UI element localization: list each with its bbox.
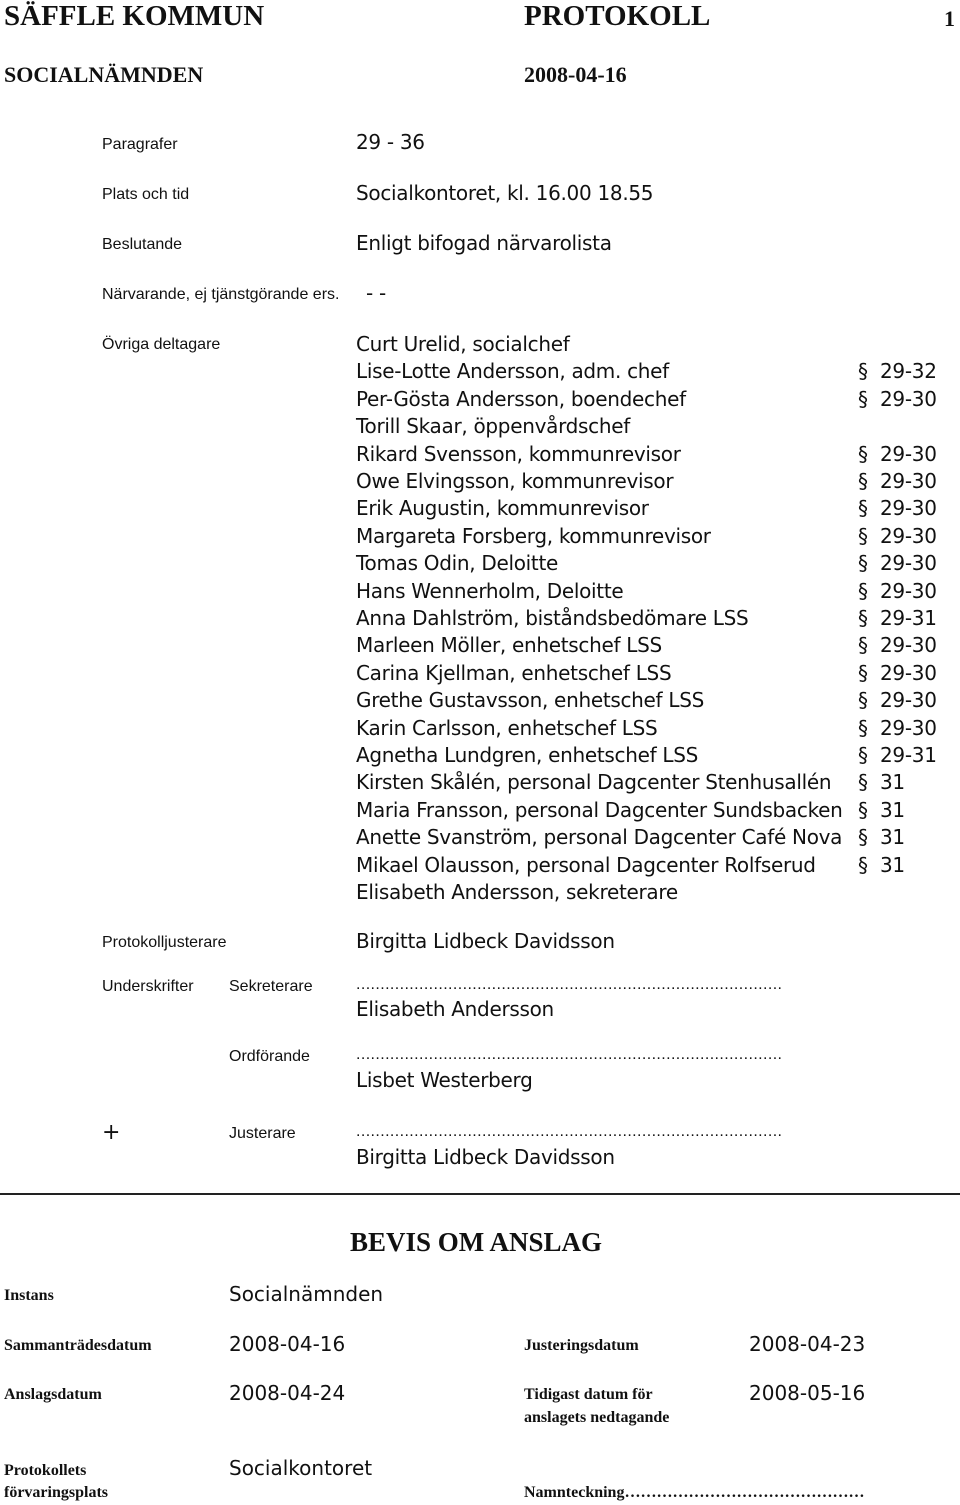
narvarande-value: - - <box>366 281 386 305</box>
participant-name: Grethe Gustavsson, enhetschef LSS <box>356 688 704 713</box>
instans-label: Instans <box>4 1287 54 1304</box>
section-symbol: § <box>858 825 868 850</box>
sekreterare-label: Sekreterare <box>229 978 313 995</box>
participant-name: Erik Augustin, kommunrevisor <box>356 496 649 521</box>
section-symbol: § <box>858 441 868 466</box>
section-symbol: § <box>858 660 868 685</box>
bevis-title: BEVIS OM ANSLAG <box>350 1227 603 1257</box>
participant-sections: 29-30 <box>880 688 937 713</box>
board-name: SOCIALNÄMNDEN <box>4 62 204 87</box>
section-symbol: § <box>858 852 868 877</box>
forvaringsplats-label-line1: Protokollets <box>4 1462 87 1479</box>
section-divider <box>0 1193 960 1195</box>
forvaringsplats-value: Socialkontoret <box>229 1456 373 1480</box>
participant-sections: 29-31 <box>880 743 937 767</box>
section-symbol: § <box>858 386 868 411</box>
participant-sections: 29-31 <box>880 606 937 630</box>
section-symbol: § <box>858 797 868 822</box>
section-symbol: § <box>858 715 868 740</box>
justeringsdatum-value: 2008-04-23 <box>749 1332 866 1356</box>
participant-name: Marleen Möller, enhetschef LSS <box>356 633 662 658</box>
tidigast-value: 2008-05-16 <box>749 1381 866 1405</box>
participant-sections: 31 <box>880 825 905 850</box>
ordforande-signature-line: ........................................................................................ <box>356 1046 783 1063</box>
participant-sections: 29-30 <box>880 715 937 740</box>
participant-name: Maria Fransson, personal Dagcenter Sundsbacken <box>356 797 843 822</box>
participant-name: Anna Dahlström, biståndsbedömare LSS <box>356 606 749 630</box>
justerare-name: Birgitta Lidbeck Davidsson <box>356 1145 615 1169</box>
section-symbol: § <box>858 551 868 576</box>
section-symbol: § <box>858 770 868 795</box>
participant-name: Karin Carlsson, enhetschef LSS <box>356 715 658 740</box>
participant-name: Kirsten Skålén, personal Dagcenter Stenhusallén <box>356 770 832 795</box>
participant-name: Margareta Forsberg, kommunrevisor <box>356 523 711 548</box>
participant-name: Agnetha Lundgren, enhetschef LSS <box>356 743 699 767</box>
participant-name: Curt Urelid, socialchef <box>356 332 570 356</box>
section-symbol: § <box>858 606 868 630</box>
beslutande-label: Beslutande <box>102 236 183 253</box>
participant-name: Owe Elvingsson, kommunrevisor <box>356 469 674 493</box>
protokolljusterare-value: Birgitta Lidbeck Davidsson <box>356 929 615 953</box>
participant-name: Mikael Olausson, personal Dagcenter Rolfserud <box>356 852 816 877</box>
justeringsdatum-label: Justeringsdatum <box>524 1337 639 1354</box>
plats-label: Plats och tid <box>102 186 190 203</box>
participant-sections: 29-30 <box>880 578 937 603</box>
ordforande-name: Lisbet Westerberg <box>356 1068 533 1092</box>
meeting-date: 2008-04-16 <box>524 62 627 87</box>
participant-sections: 31 <box>880 797 905 822</box>
participant-name: Hans Wennerholm, Deloitte <box>356 578 624 603</box>
section-symbol: § <box>858 743 868 767</box>
forvaringsplats-label-line2: förvaringsplats <box>4 1484 108 1501</box>
participant-sections: 29-30 <box>880 551 937 576</box>
participant-sections: 29-30 <box>880 660 937 685</box>
participant-sections: 29-30 <box>880 496 937 521</box>
section-symbol: § <box>858 633 868 658</box>
participant-sections: 29-30 <box>880 441 937 466</box>
ordforande-label: Ordförande <box>229 1048 310 1065</box>
instans-value: Socialnämnden <box>229 1282 384 1306</box>
section-symbol: § <box>858 688 868 713</box>
participant-sections: 29-30 <box>880 386 937 411</box>
namnteckning-line: Namnteckning……………………………………… <box>524 1484 865 1501</box>
section-symbol: § <box>858 469 868 493</box>
municipality-title: SÄFFLE KOMMUN <box>4 0 265 32</box>
participant-name: Carina Kjellman, enhetschef LSS <box>356 660 672 685</box>
beslutande-value: Enligt bifogad närvarolista <box>356 231 612 255</box>
sekreterare-signature-line: ........................................................................................ <box>356 976 783 993</box>
sekreterare-name: Elisabeth Andersson <box>356 997 554 1021</box>
participant-name: Elisabeth Andersson, sekreterare <box>356 880 678 904</box>
plus-sign: + <box>102 1120 121 1145</box>
tidigast-label-line1: Tidigast datum för <box>524 1386 653 1403</box>
justerare-signature-line: ........................................................................................ <box>356 1123 783 1140</box>
section-symbol: § <box>858 496 868 521</box>
participant-name: Per-Gösta Andersson, boendechef <box>356 386 686 411</box>
participant-name: Tomas Odin, Deloitte <box>356 551 558 576</box>
paragrafer-label: Paragrafer <box>102 136 178 153</box>
justerare-label: Justerare <box>229 1125 296 1142</box>
tidigast-label-line2: anslagets nedtagande <box>524 1409 670 1426</box>
anslagsdatum-label: Anslagsdatum <box>4 1386 102 1403</box>
anslagsdatum-value: 2008-04-24 <box>229 1381 346 1405</box>
section-symbol: § <box>858 523 868 548</box>
participant-name: Torill Skaar, öppenvårdschef <box>356 414 630 439</box>
protokolljusterare-label: Protokolljusterare <box>102 934 227 951</box>
sammantradesdatum-label: Sammanträdesdatum <box>4 1337 152 1354</box>
participant-name: Anette Svanström, personal Dagcenter Café Nova <box>356 825 843 850</box>
participant-sections: 29-30 <box>880 523 937 548</box>
participant-sections: 31 <box>880 852 905 877</box>
participant-sections: 29-30 <box>880 633 937 658</box>
paragrafer-value: 29 - 36 <box>356 130 425 154</box>
narvarande-label: Närvarande, ej tjänstgörande ers. <box>102 286 340 303</box>
section-symbol: § <box>858 359 868 384</box>
participant-name: Rikard Svensson, kommunrevisor <box>356 441 681 466</box>
sammantradesdatum-value: 2008-04-16 <box>229 1332 346 1356</box>
participant-sections: 31 <box>880 770 905 795</box>
section-symbol: § <box>858 578 868 603</box>
participant-sections: 29-30 <box>880 469 937 493</box>
participant-sections: 29-32 <box>880 359 937 384</box>
underskrifter-label: Underskrifter <box>102 978 194 995</box>
document-type: PROTOKOLL <box>524 0 711 32</box>
participant-name: Lise-Lotte Andersson, adm. chef <box>356 359 669 384</box>
plats-value: Socialkontoret, kl. 16.00 18.55 <box>356 181 654 205</box>
page-number: 1 <box>944 6 955 31</box>
ovriga-label: Övriga deltagare <box>102 336 221 353</box>
